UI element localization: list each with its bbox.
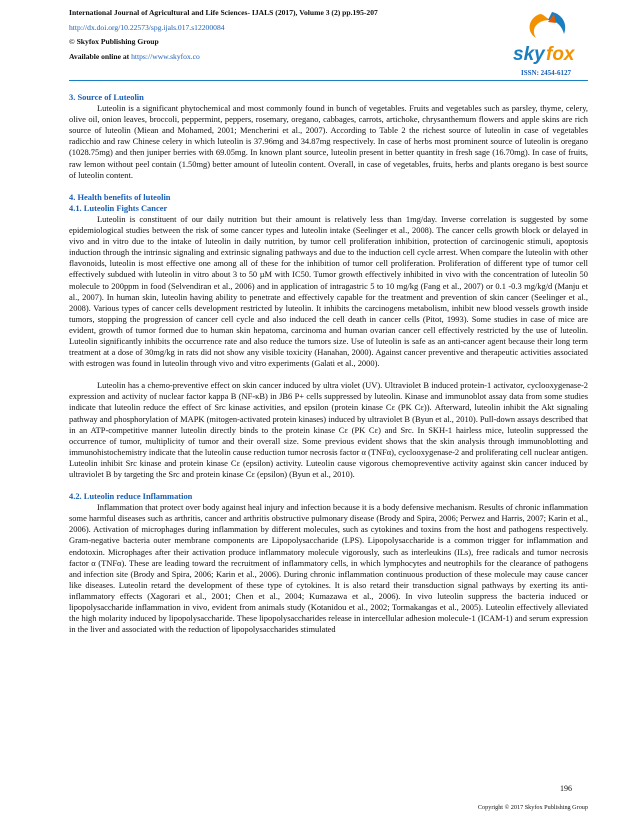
doi-link[interactable]: http://dx.doi.org/10.22573/spg.ijals.017.s12200084 — [69, 22, 225, 32]
online-availability — [69, 50, 499, 65]
logo-sky-text: sky — [513, 44, 545, 65]
copyright-footer: Copyright © 2017 Skyfox Publishing Group — [477, 804, 588, 811]
publisher-line: © Skyfox Publishing Group — [69, 37, 159, 47]
page-number: 196 — [560, 784, 572, 793]
section-4-2-heading: 4.2. Luteolin reduce Inflammation — [69, 491, 193, 502]
section-4-1-heading: 4.1. Luteolin Fights Cancer — [69, 202, 168, 213]
website-link[interactable]: https://www.skyfox.co — [131, 51, 200, 61]
logo-fox-text: fox — [546, 44, 575, 65]
section-4-2-paragraph-1: Inflammation that protect over body against heal injury and infection because it is a body defensive mechanism. Results of chronic inflammation some harmful diseases such as arthritis, cancer and arthritis obstructive pulmonary disease (Brody and Spira, 2006; Perwez and Harris, 2007; Karin et al., 2006). Activation of microphages during inflammation by different molecules, such as cytokines and toxins from the host and pathogens respectively. Gram-negative bacteria outer membrane components are Lipopolysaccharide (LPS). Lipopolysaccharide is a common trigger for inflammation and endotoxin. Microphages after their activation produce inflammatory molecule vigorously, such as interleukins (ILs), free radicals and tumor necrosis factor α (TNFα). These are leading toward the recruitment of inflammatory cells, in which lymphocytes and neutrophils for the clearance of pathogens and infection site (Brody and Spira, 2006; Karin et al., 2006). During chronic inflammation continuous production of these molecule may cause cancer like diseases. Luteolin retard the development of these type of cytokines. It is also retard their transduction signal pathways by exerting its anti-inflammatory effects (Xagorari et al., 2001; Chen et al., 2004; Kumazawa et al., 2006). In vivo luteolin suppress the bacteria induced or lipopolysaccharide inflammation in vivo, evident from animals study (Kotanidou et al., 2002; Tormakangas et al., 2005). Luteolin effectively alleviated the high molarity induced by lipopolysaccharide. These lipopolysaccharides release in intercellular adhesion molecule-1 (ICAM-1) and serum expression in the liver and associated with the reduction of lipopolysaccharides stimulated — [69, 502, 588, 635]
article-body — [69, 92, 588, 635]
section-4-1-paragraph-2: Luteolin has a chemo-preventive effect on skin cancer induced by ultra violet (UV). Ultraviolet B induced protein-1 activator, cyclooxygenase-2 expression and activity of nuclear factor kappa B (NF-κB) in JB6 P+ cells suppressed by luteolin. Kinase and immunoblot assay data from some studies indicate that luteolin reduce the effect of Src kinase activities, and epsilon (protein kinase Cε (PK Cε)). Afterward, luteolin inhibit the Akt signaling pathway and phosphorylation of MAPK (mitogen-activated protein kinases) induced by ultraviolet B (Byun et al., 2010). Pull-down assays described that in an ATP-competitive manner luteolin directly binds to the protein kinase Cε (PK Cε) and Src. In SKH-1 hairless mice, luteolin suppressed the occurrence of tumor, multiplicity of tumor and their overall size. Some previous evident shows that the skin analysis through immunoblotting and immunohistochemistry indicate that the luteolin cause reduction tumor necrosis factor α (TNFα), cyclooxygenase-2 and proliferating cell nuclear antigen. Luteolin inhibit Src kinase and protein kinase Cε (epsilon) activity. Luteolin cause vigorous chemopreventive activity against skin cancer induced by ultraviolet B by targeting the Src and protein kinase Cε (epsilon) (Byun et al., 2010). — [69, 380, 588, 479]
online-label: Available online at — [69, 51, 130, 61]
section-3-heading: 3. Source of Luteolin — [69, 92, 144, 102]
section-3-paragraph: Luteolin is a significant phytochemical and most commonly found in bunch of vegetables. Fruits and vegetables such as parsley, thyme, celery, olive oil, onion leaves, broccoli, peppermint, peppers, rosemary, oregano, cabbages, carrots, artichoke, chrysanthemum flowers and apple skins are rich source of luteolin (Miean and Mohamed, 2001; Mencherini et al., 2007). According to Table 2 the richest source of luteolin in case of vegetables radicchio and raw Chinese celery in which luteolin is 37.96mg and 34.87mg respectively. In case of herbs most prominent source of luteolin is oregano (1028.75mg) and then juniper berries with 69.05mg. In known plant source, luteolin present in better quantity in fresh sage (16.70mg). In case of fruits, raw lemon without peel contain (1.50mg) better amount of luteolin content. Overall, in case of vegetables, fruits, herbs and plants oregano is best source of luteolin content. — [69, 103, 588, 180]
section-4-heading: 4. Health benefits of luteolin — [69, 191, 171, 202]
skyfox-logo — [510, 8, 580, 76]
issn-label: ISSN: 2454-6127 — [521, 69, 571, 77]
section-4-1-paragraph-1: Luteolin is constituent of our daily nutrition but their amount is relatively less than 1mg/day. Inverse correlation is suggested by some epidemiological studies between the risk of some cancer types and luteolin intake (Seelinger et al., 2008). The cancer cells growth block or delayed in vivo and in vitro due to the intake of luteolin in daily nutrition, by tumor cell proliferation inhibition, protection of carcinogenic stimuli, apoptosis induction through the intrinsic signaling and extrinsic signaling pathways and due to the induction cell cycle arrest. When compare the luteolin with other flavonoids, luteolin is most effective one among all of these for the inhibition of tumor cell proliferation. Proliferation of different type of tumor cell effectively subdued with luteolin in vitro about 3 to 50 µM with IC50. Tumor growth effectively inhibited in vivo with the concentration of luteolin 50 molecule to 200ppm in food (Selvendiran et al., 2006) and in application of intragastric 5 to 10 mg/kg (Fang et al., 2007) or 0.1 -0.3 mg/kg/d (Manju et al., 2007). In human skin, luteolin having ability to penetrate and effectively capable for the treatment and prevention of skin cancer (Seelinger et al., 2008). Various types of cancer cells development restricted by luteolin. It inhibits the carcinogens metabolism, inhibit new blood vessels growth inside tumors, stopping the progression of cancer cell cycle and also induced the cell death in cancer cells (Pitot, 1993). Some studies in case of mice are evident, growth of tumor formed due to human skin hepatoma, carcinoma and human ovarian cancer cell effectively restricted by the use of luteolin. Luteolin significantly inhibits the occurrence rate and also reduce the tumors size. Use of luteolin is safe as an anti-cancer agent because their long term treatment at a dose of 30mg/kg in rats did not show any visible toxicity (Hanahan, 2000). Against cancer preventive and therapeutic activities associated with estrogen was found in luteolin through vivo and vitro experiments (Galati et al., 2000). — [69, 213, 588, 369]
journal-citation: International Journal of Agricultural and Life Sciences- IJALS (2017), Volume 3 (2) pp.195-207 — [69, 8, 378, 17]
journal-header — [69, 6, 499, 64]
header-divider — [69, 80, 588, 81]
